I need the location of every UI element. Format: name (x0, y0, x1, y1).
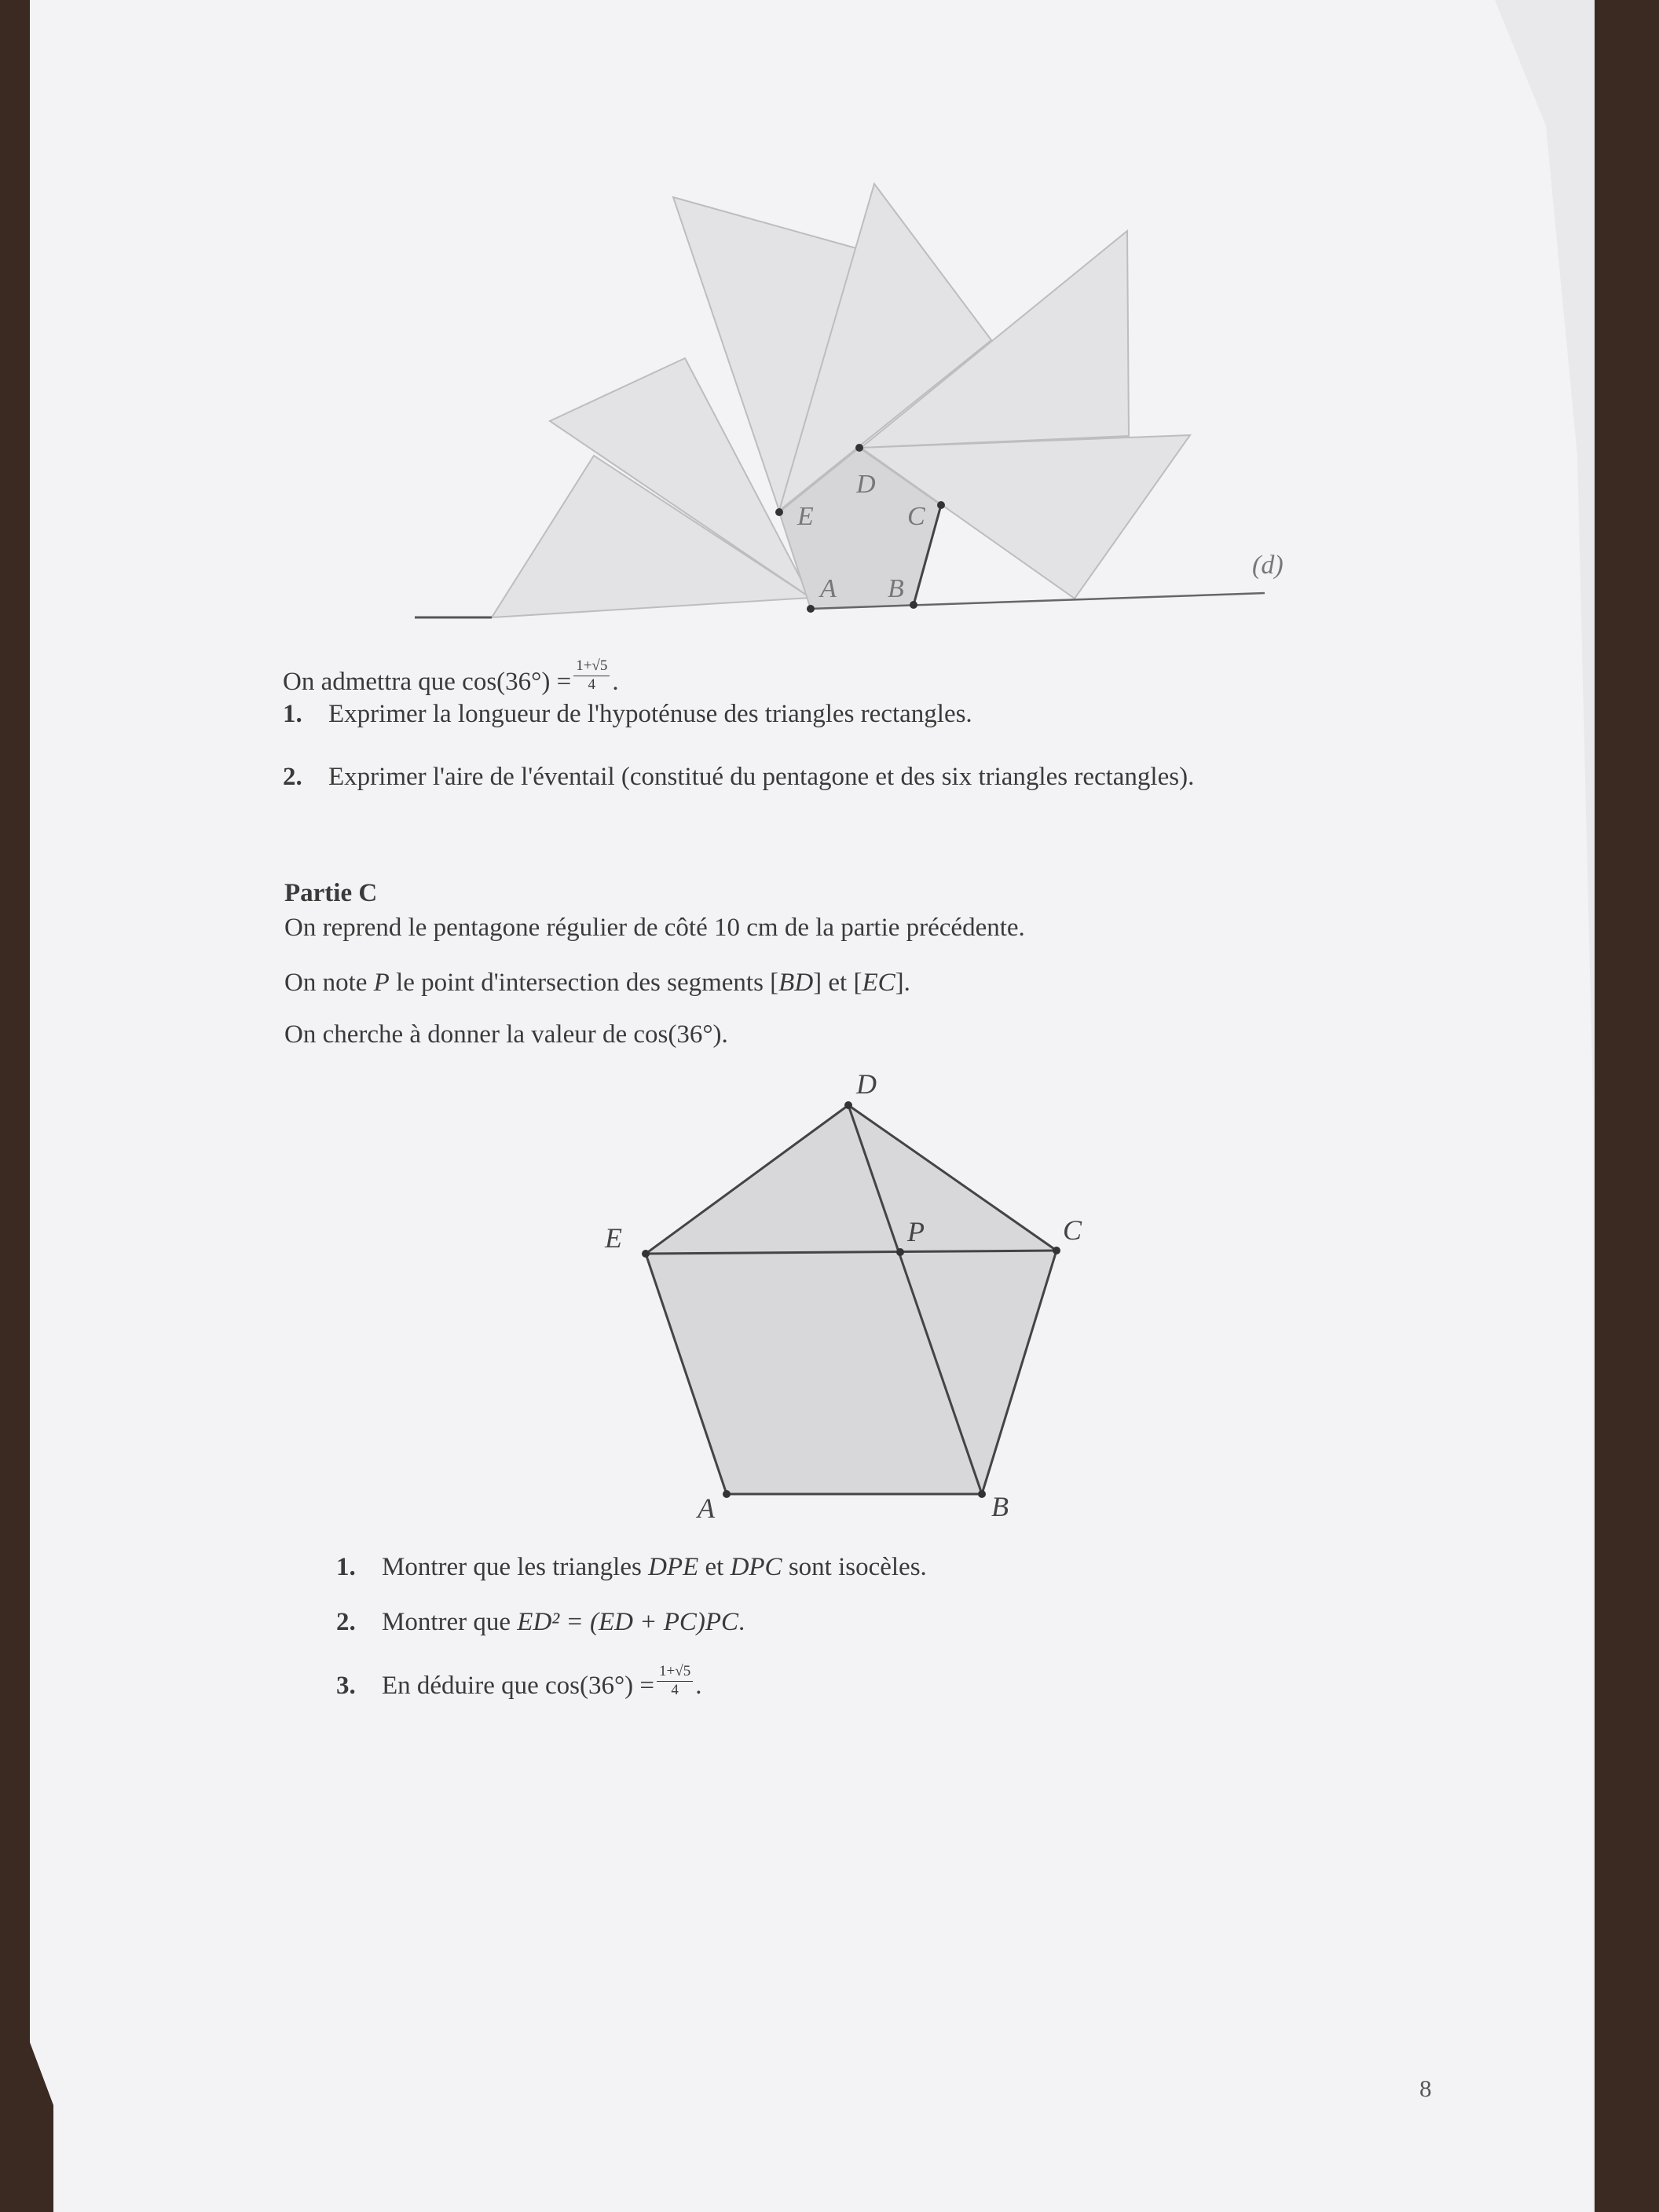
q3-frac-top: 1+√5 (657, 1664, 693, 1682)
q3-frac-bottom: 4 (671, 1681, 679, 1698)
var-dpc: DPC (730, 1553, 782, 1581)
var-p: P (373, 969, 390, 997)
point-c (1053, 1247, 1060, 1254)
text-span: et (698, 1553, 731, 1581)
text-span: sont isocèles. (782, 1553, 927, 1581)
pent-label-c: C (1063, 1214, 1082, 1246)
fan-figure (0, 0, 1659, 644)
pentagon-figure (0, 1053, 1659, 1540)
pentagon-shape (646, 1105, 1057, 1494)
intro-prefix: On admettra que (283, 667, 463, 696)
pent-label-a: A (698, 1492, 715, 1524)
text-span: le point d'intersection des segments [ (389, 969, 779, 997)
fan-label-line-d: (d) (1252, 551, 1284, 580)
question-number: 1. (336, 1553, 356, 1581)
partC-question-3 (336, 1663, 702, 1705)
point-d (844, 1101, 852, 1109)
pent-label-d: D (856, 1068, 877, 1100)
intro-frac-top: 1+√5 (573, 658, 610, 676)
fan-label-b: B (888, 574, 904, 603)
text-span: ] et [ (813, 969, 862, 997)
point-b (978, 1490, 986, 1498)
partC-question-2 (336, 1607, 745, 1639)
partC-title: Partie C (284, 879, 378, 907)
question-number: 1. (283, 700, 302, 728)
point-e (642, 1250, 650, 1258)
point-a (723, 1490, 731, 1498)
intro-suffix: . (612, 667, 619, 696)
point-a (807, 605, 815, 613)
q3-fraction (657, 1664, 693, 1699)
pent-label-b: B (991, 1491, 1009, 1522)
var-dpe: DPE (648, 1553, 699, 1581)
partB-question-2 (283, 762, 1194, 793)
text-span: . (695, 1671, 702, 1700)
equation: ED² = (ED + PC)PC (517, 1608, 739, 1636)
pent-label-p: P (907, 1216, 925, 1247)
intro-frac-bottom: 4 (588, 676, 596, 693)
page-number: 8 (1419, 2075, 1432, 2102)
point-d (855, 444, 863, 452)
partC-question-1 (336, 1552, 927, 1584)
fan-label-c: C (907, 502, 925, 531)
point-p (896, 1248, 904, 1256)
text-span: ]. (895, 969, 910, 997)
question-number: 3. (336, 1671, 356, 1700)
text-span: En déduire que cos(36°) = (382, 1671, 655, 1700)
text-span: On note (284, 969, 374, 997)
text-span: Montrer que les triangles (382, 1553, 649, 1581)
fan-label-d: D (856, 470, 876, 499)
point-e (775, 508, 783, 516)
point-c (937, 501, 945, 509)
partB-question-1 (283, 699, 972, 731)
partC-line-1: On reprend le pentagone régulier de côté 10 cm de la partie précédente. (284, 914, 1025, 942)
partC-line-2 (284, 968, 910, 999)
question-text: Exprimer la longueur de l'hypoténuse des triangles rectangles. (328, 700, 972, 728)
question-text: Exprimer l'aire de l'éventail (constitué du pentagone et des six triangles rectangles). (328, 763, 1195, 791)
var-ec: EC (862, 969, 895, 997)
intro-cos: cos(36°) = (462, 667, 572, 696)
text-span: . (738, 1608, 745, 1636)
question-number: 2. (336, 1608, 356, 1636)
partC-line-3: On cherche à donner la valeur de cos(36°). (284, 1020, 728, 1049)
fan-label-a: A (820, 574, 837, 603)
intro-fraction (573, 658, 610, 694)
pent-label-e: E (605, 1222, 622, 1254)
question-number: 2. (283, 763, 302, 791)
var-bd: BD (778, 969, 814, 997)
point-b (910, 601, 917, 609)
fan-label-e: E (797, 502, 814, 531)
intro-line (283, 657, 619, 701)
text-span: Montrer que (382, 1608, 518, 1636)
